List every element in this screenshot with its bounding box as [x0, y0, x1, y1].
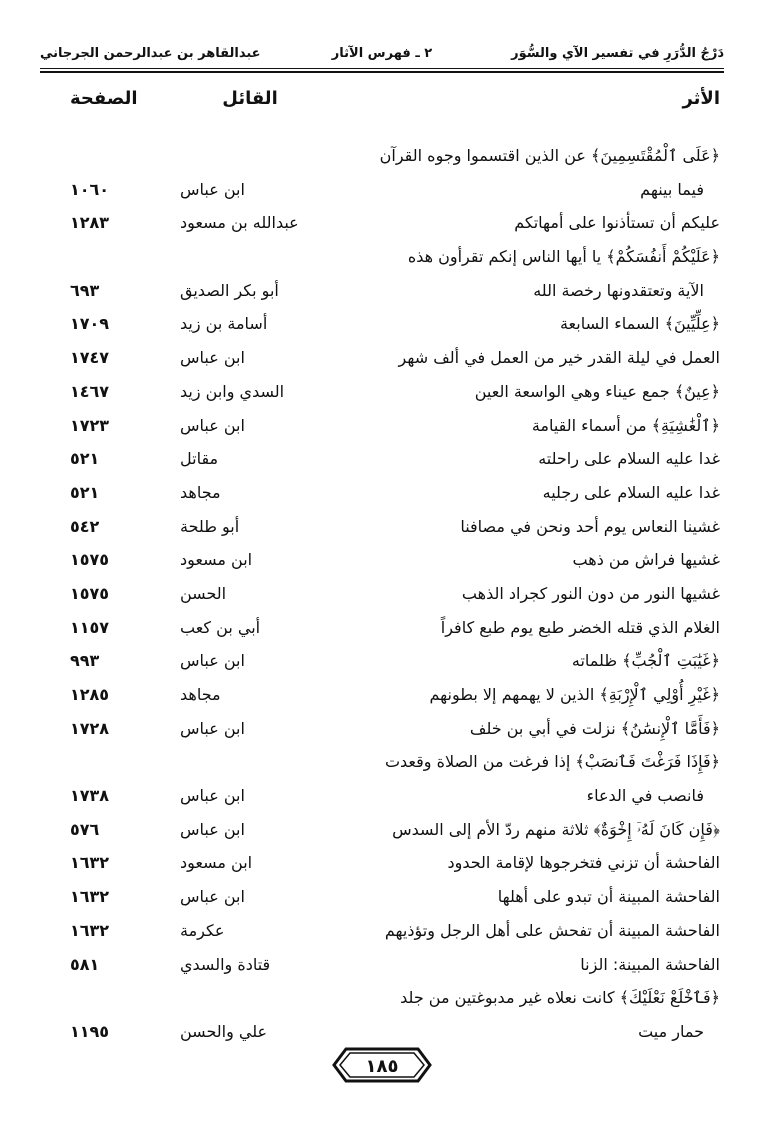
- column-header-athar: الأثر: [682, 88, 720, 109]
- page-ref: ١٤٦٧: [70, 381, 110, 401]
- page-ref: ١٦٣٢: [70, 887, 110, 907]
- athar-text: فيما بينهم: [640, 179, 704, 199]
- athar-text: ﴿عَلَى ٱلْمُقْتَسِمِينَ﴾ عن الذين اقتسموا وجوه القرآن: [379, 146, 720, 165]
- index-row: [40, 580, 724, 614]
- qail-name: ابن عباس: [180, 348, 245, 368]
- athar-text: العمل في ليلة القدر خير من العمل في ألف شهر: [398, 348, 720, 368]
- index-row: [40, 849, 724, 883]
- header-rule-bottom: [40, 71, 724, 73]
- qail-name: مجاهد: [180, 482, 221, 502]
- index-row: [40, 243, 724, 277]
- index-row: [40, 883, 724, 917]
- qail-name: أبي بن كعب: [180, 617, 261, 637]
- athar-text: ﴿فَأَمَّا ٱلْإِنسَٰنُ﴾ نزلت في أبي بن خلف: [469, 718, 720, 738]
- qail-name: ابن عباس: [180, 718, 245, 738]
- athar-text: فانصب في الدعاء: [586, 786, 704, 806]
- page-number-ornament: [328, 1044, 436, 1086]
- athar-text: ﴿فَٱخْلَعْ نَعْلَيْكَ﴾ كانت نعلاه غير مدبوغتين من جلد: [400, 988, 720, 1008]
- index-row: [40, 681, 724, 715]
- page-ref: ١٧٢٣: [70, 415, 110, 435]
- page-ref: ١٦٣٢: [70, 920, 110, 940]
- athar-text: غشيها النور من دون النور كجراد الذهب: [461, 583, 720, 603]
- qail-name: أبو طلحة: [180, 516, 240, 536]
- qail-name: علي والحسن: [180, 1021, 268, 1041]
- athar-text: ﴿ٱلْغَٰشِيَةِ﴾ من أسماء القيامة: [531, 415, 720, 435]
- page-ref: ١٠٦٠: [70, 179, 110, 199]
- athar-text: ﴿عِلِّيِّينَ﴾ السماء السابعة: [559, 314, 720, 334]
- page-number: ١٨٥: [365, 1056, 399, 1077]
- index-row: [40, 951, 724, 985]
- index-table: [40, 142, 724, 1052]
- index-row: [40, 546, 724, 580]
- running-header: [40, 40, 724, 68]
- athar-text: ﴿فَإِذَا فَرَغْتَ فَٱنصَبْ﴾ إذا فرغت من الصلاة وقعدت: [384, 752, 720, 772]
- qail-name: ابن مسعود: [180, 853, 253, 873]
- qail-name: عبدالله بن مسعود: [180, 213, 299, 233]
- athar-text: الفاحشة المبينة أن تفحش على أهل الرجل وتؤذيهم: [384, 920, 720, 940]
- qail-name: عكرمة: [180, 920, 225, 940]
- page-ref: ٥٢١: [70, 449, 100, 469]
- athar-text: الفاحشة المبينة: الزنا: [580, 954, 720, 974]
- index-row: [40, 310, 724, 344]
- index-row: [40, 782, 724, 816]
- qail-name: مقاتل: [180, 449, 219, 469]
- qail-name: أبو بكر الصديق: [180, 280, 279, 300]
- page-ref: ١٥٧٥: [70, 550, 110, 570]
- qail-name: ابن عباس: [180, 786, 245, 806]
- page-ref: ١١٩٥: [70, 1021, 110, 1041]
- page-ref: ١٧٤٧: [70, 348, 110, 368]
- index-row: [40, 344, 724, 378]
- qail-name: ابن عباس: [180, 179, 245, 199]
- athar-text: ﴿عِينٌ﴾ جمع عيناء وهي الواسعة العين: [474, 381, 720, 401]
- index-row: [40, 816, 724, 850]
- athar-text: الفاحشة المبينة أن تبدو على أهلها: [497, 887, 720, 907]
- index-row: [40, 412, 724, 446]
- page-ref: ٩٩٣: [70, 651, 100, 671]
- qail-name: ابن عباس: [180, 651, 245, 671]
- athar-text: غدا عليه السلام على راحلته: [538, 449, 720, 469]
- athar-text: الآية وتعتقدونها رخصة الله: [533, 280, 704, 300]
- column-header-page: الصفحة: [70, 88, 138, 109]
- page-ref: ٦٩٣: [70, 280, 100, 300]
- athar-text: غشينا النعاس يوم أحد ونحن في مصافنا: [460, 516, 720, 536]
- page-ref: ٥٨١: [70, 954, 100, 974]
- index-row: [40, 513, 724, 547]
- index-row: [40, 917, 724, 951]
- index-row: [40, 715, 724, 749]
- page-ref: ٥٤٢: [70, 516, 100, 536]
- athar-text: ﴿غَيَٰبَتِ ٱلْجُبِّ﴾ ظلماته: [571, 651, 720, 671]
- index-row: [40, 176, 724, 210]
- athar-text: ﴿فَإِن كَانَ لَهُۥٓ إِخْوَةٌ﴾ ثلاثة منهم ردّ الأم إلى السدس: [392, 819, 720, 839]
- index-row: [40, 445, 724, 479]
- column-header-qail: القائل: [222, 88, 278, 109]
- athar-text: ﴿عَلَيْكُمْ أَنفُسَكُمْ﴾ يا أيها الناس إنكم تقرأون هذه: [407, 247, 720, 267]
- qail-name: أسامة بن زيد: [180, 314, 268, 334]
- athar-text: حمار ميت: [638, 1021, 704, 1041]
- page-ref: ١٧٣٨: [70, 786, 110, 806]
- page-ref: ٥٧٦: [70, 819, 100, 839]
- index-row: [40, 142, 724, 176]
- index-row: [40, 984, 724, 1018]
- qail-name: قتادة والسدي: [180, 954, 271, 974]
- athar-text: عليكم أن تستأذنوا على أمهاتكم: [514, 213, 720, 233]
- index-row: [40, 614, 724, 648]
- index-row: [40, 209, 724, 243]
- qail-name: الحسن: [180, 583, 227, 603]
- athar-text: الغلام الذي قتله الخضر طبع يوم طبع كافراً: [440, 617, 720, 637]
- page-ref: ١٥٧٥: [70, 583, 110, 603]
- page-ref: ١٦٣٢: [70, 853, 110, 873]
- athar-text: ﴿غَيْرِ أُوْلِي ٱلْإِرْبَةِ﴾ الذين لا يهمهم إلا بطونهم: [429, 685, 720, 704]
- page-ref: ٥٢١: [70, 482, 100, 502]
- index-row: [40, 748, 724, 782]
- qail-name: ابن عباس: [180, 415, 245, 435]
- index-row: [40, 647, 724, 681]
- qail-name: ابن مسعود: [180, 550, 253, 570]
- index-row: [40, 378, 724, 412]
- qail-name: ابن عباس: [180, 887, 245, 907]
- header-rule-top: [40, 68, 724, 69]
- index-title: ٢ ـ فهرس الآثار: [331, 46, 433, 61]
- qail-name: السدي وابن زيد: [180, 381, 285, 401]
- index-row: [40, 277, 724, 311]
- book-title: دَرْجُ الدُّرَرِ في تفسير الآي والسُّوَر: [511, 46, 724, 61]
- qail-name: مجاهد: [180, 685, 221, 704]
- page-ref: ١٢٨٣: [70, 213, 110, 233]
- page-ref: ١١٥٧: [70, 617, 110, 637]
- qail-name: ابن عباس: [180, 819, 245, 839]
- athar-text: غشيها فراش من ذهب: [572, 550, 720, 570]
- page-ref: ١٧٢٨: [70, 718, 110, 738]
- page-ref: ١٧٠٩: [70, 314, 110, 334]
- author-name: عبدالقاهر بن عبدالرحمن الجرجاني: [40, 46, 261, 61]
- page-ref: ١٢٨٥: [70, 685, 110, 704]
- index-row: [40, 479, 724, 513]
- athar-text: غدا عليه السلام على رجليه: [542, 482, 720, 502]
- athar-text: الفاحشة أن تزني فتخرجوها لإقامة الحدود: [447, 853, 720, 873]
